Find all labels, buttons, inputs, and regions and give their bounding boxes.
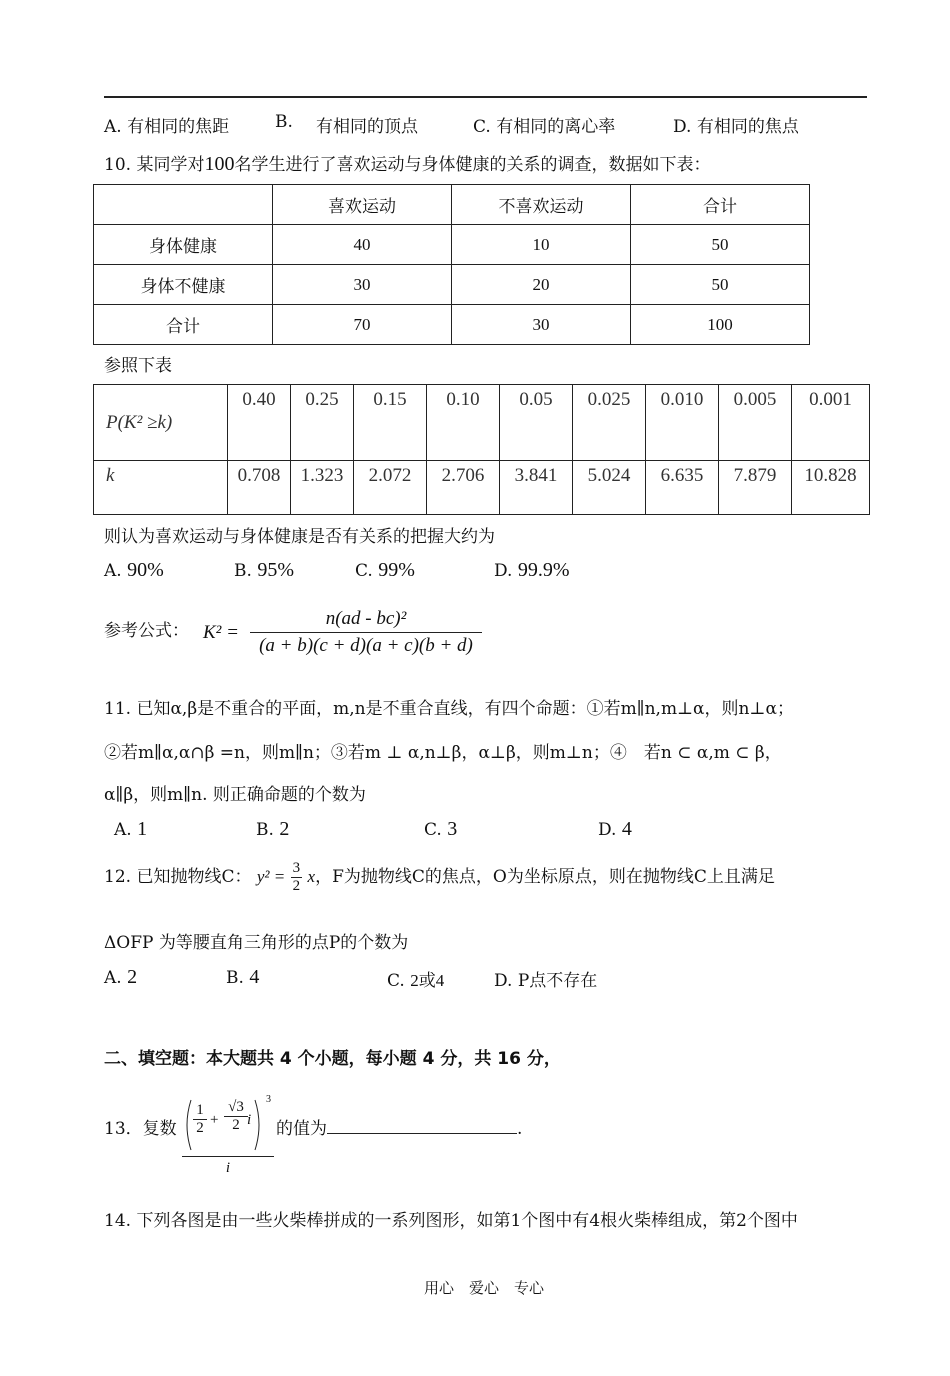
probability-label: P(K² ≥k) (94, 385, 228, 461)
k-cell: 2.072 (354, 461, 427, 515)
q9-option-a: A. 有相同的焦距 (104, 117, 230, 137)
q13-power: 3 (266, 1094, 271, 1105)
q13-half: 1 2 (193, 1102, 207, 1137)
table-cell: 30 (452, 305, 631, 345)
q12-option-d: D. P点不存在 (494, 971, 598, 991)
table-header-cell (94, 185, 273, 225)
table-cell: 50 (631, 225, 810, 265)
probability-cell: 0.25 (291, 385, 354, 461)
q13-i: i (247, 1112, 252, 1128)
q10-option-c: C. 99% (355, 559, 415, 581)
q13-suffix: 的值为 . (276, 1119, 523, 1139)
k-cell: 7.879 (719, 461, 792, 515)
table-cell: 70 (273, 305, 452, 345)
table-cell: 30 (273, 265, 452, 305)
q13-plus: + (210, 1112, 219, 1128)
table-cell: 10 (452, 225, 631, 265)
k-cell: 6.635 (646, 461, 719, 515)
probability-cell: 0.025 (573, 385, 646, 461)
q12-option-c: C. 2或4 (387, 971, 445, 991)
k-cell: 1.323 (291, 461, 354, 515)
table-cell: 合计 (94, 305, 273, 345)
probability-cell: 0.15 (354, 385, 427, 461)
table-row (94, 265, 810, 305)
section-heading: 二、填空题：本大题共 4 个小题，每小题 4 分，共 16 分， (104, 1049, 561, 1069)
q9-option-b-label: B. (275, 112, 293, 132)
q10-option-a: A. 90% (104, 559, 164, 581)
q11-line1: 11. 已知α,β是不重合的平面，m,n是不重合直线，有四个命题：①若m∥n,m⊥α，则n⊥α； (104, 699, 794, 719)
q11-option-b: B. 2 (256, 818, 290, 840)
q10-stem: 10. 某同学对100名学生进行了喜欢运动与身体健康的关系的调查，数据如下表： (104, 153, 711, 175)
k-cell: 5.024 (573, 461, 646, 515)
q12-fraction: $\frac{3}{2}$ (292, 860, 301, 894)
table-cell: 身体不健康 (94, 265, 273, 305)
probability-cell: 0.10 (427, 385, 500, 461)
table-row (94, 305, 810, 345)
k-cell: 10.828 (792, 461, 870, 515)
q10-option-b: B. 95% (234, 559, 294, 581)
top-rule (104, 96, 867, 98)
q11-line2: ②若m∥α,α∩β =n，则m∥n；③若m ⊥ α,n⊥β，α⊥β，则m⊥n；④ 若n ⊂ α,m ⊂ β， (104, 743, 782, 763)
formula-lhs: K² = (203, 622, 239, 643)
q13-numerator (182, 1094, 274, 1157)
footer: 用心 爱心 专心 (424, 1279, 545, 1297)
probability-cell: 0.40 (228, 385, 291, 461)
q9-option-c: C. 有相同的离心率 (473, 117, 616, 137)
q11-option-d: D. 4 (598, 818, 632, 840)
q12-line1: 12. 已知抛物线C： y² = $\frac{3}{2}$ x，F为抛物线C的焦点，O为坐标原点，则在抛物线C上且满足 (104, 860, 775, 894)
formula-label: 参考公式： (104, 621, 189, 641)
q10-option-d: D. 99.9% (494, 559, 570, 581)
critical-value-table (93, 384, 870, 515)
probability-cell: 0.001 (792, 385, 870, 461)
q9-option-d: D. 有相同的焦点 (673, 117, 799, 137)
probability-cell: 0.010 (646, 385, 719, 461)
table-cell: 身体健康 (94, 225, 273, 265)
probability-cell: 0.05 (500, 385, 573, 461)
probability-cell: 0.005 (719, 385, 792, 461)
table-cell: 40 (273, 225, 452, 265)
q13-sqrt-frac: √3 2 (224, 1099, 248, 1134)
q12-option-a: A. 2 (104, 966, 138, 988)
q9-option-b-text: 有相同的顶点 (316, 117, 418, 137)
k-cell: 0.708 (228, 461, 291, 515)
formula-denominator: (a + b)(c + d)(a + c)(b + d) (259, 635, 473, 656)
formula-fraction (250, 608, 482, 657)
q12-option-b: B. 4 (226, 966, 260, 988)
table-cell: 50 (631, 265, 810, 305)
k-cell: 3.841 (500, 461, 573, 515)
k-cell: 2.706 (427, 461, 500, 515)
q14-line1: 14. 下列各图是由一些火柴棒拼成的一系列图形，如第1个图中有4根火柴棒组成，第2个图中 (104, 1211, 798, 1231)
q13-expression (182, 1094, 274, 1177)
q11-option-c: C. 3 (424, 818, 458, 840)
formula-numerator: n(ad - bc)² (250, 608, 482, 633)
table-row (94, 225, 810, 265)
table-cell: 100 (631, 305, 810, 345)
q11-option-a: A. 1 (114, 818, 148, 840)
q11-line3: α∥β，则m∥n. 则正确命题的个数为 (104, 785, 366, 805)
table-header-cell: 合计 (631, 185, 810, 225)
k-label: k (94, 461, 228, 515)
q13-denominator: i (225, 1160, 231, 1176)
q10-question: 则认为喜欢运动与身体健康是否有关系的把握大约为 (104, 527, 495, 547)
q12-line2: ΔOFP 为等腰直角三角形的点P的个数为 (104, 933, 409, 953)
answer-blank[interactable] (327, 1117, 517, 1134)
reference-label: 参照下表 (104, 356, 172, 376)
table-header-cell: 喜欢运动 (273, 185, 452, 225)
table-cell: 20 (452, 265, 631, 305)
contingency-table (93, 184, 810, 345)
q13-label: 13．复数 (104, 1119, 177, 1139)
table-header-cell: 不喜欢运动 (452, 185, 631, 225)
